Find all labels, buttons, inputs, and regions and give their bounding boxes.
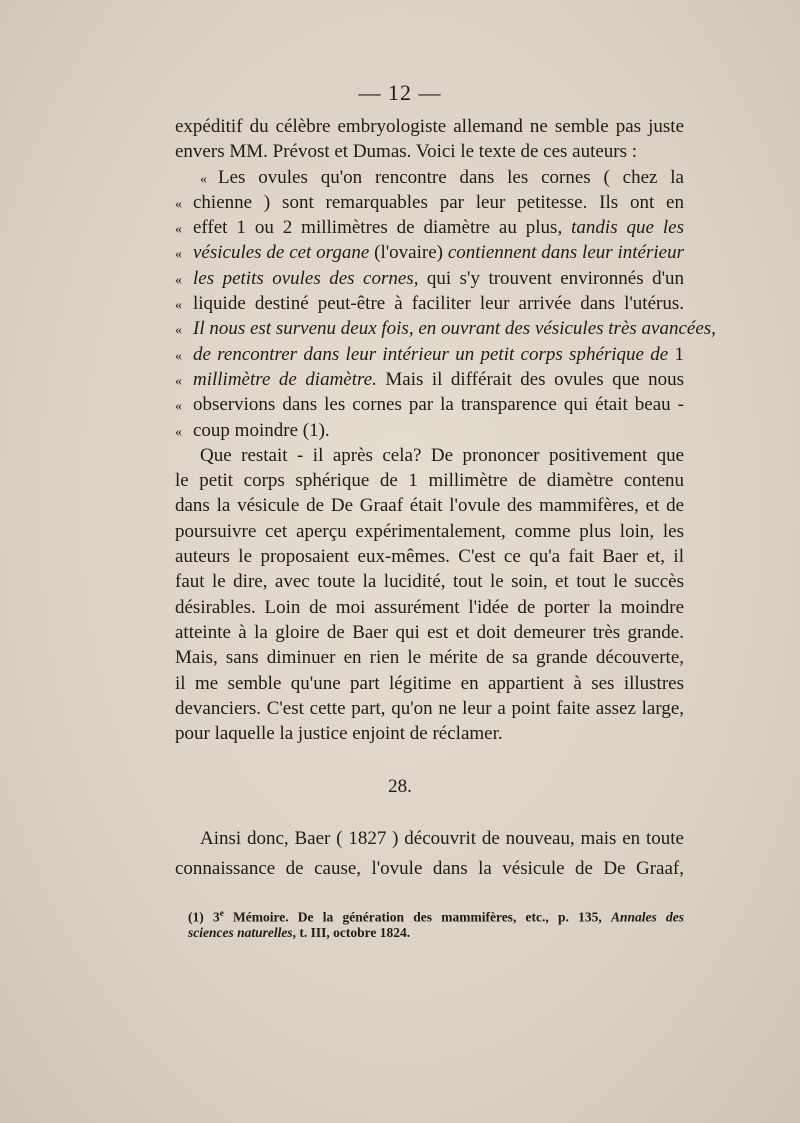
italic-text: sciences naturelles [188, 925, 293, 940]
text-line [188, 904, 684, 923]
text-segment: pour laquelle la justice enjoint de réclamer. [175, 723, 503, 745]
quote-mark: « [200, 171, 207, 187]
text-line [188, 923, 684, 942]
text-line [175, 493, 684, 518]
text-segment: faut le dire, avec toute la lucidité, tout le soin, et tout le succès [175, 571, 684, 593]
text-segment: dans la vésicule de De Graaf était l'ovule des mammifères, et de [175, 495, 684, 517]
text-segment: devanciers. C'est cette part, qu'on ne leur a point faite assez large, [175, 697, 684, 719]
text-line [175, 367, 684, 392]
text-segment: atteinte à la gloire de Baer qui est et doit demeurer très grande. [175, 621, 684, 643]
text-segment: effet 1 ou 2 millimètres de diamètre au plus, [193, 217, 572, 239]
text-line [175, 824, 684, 854]
footnote [188, 904, 684, 942]
text-line [175, 645, 684, 670]
text-segment: Mais, sans diminuer en rien le mérite de sa grande découverte, [175, 647, 684, 669]
text-segment: , qui s'y trouvent environnés d'un [413, 267, 684, 289]
text-line [175, 190, 684, 215]
text-line [175, 139, 684, 164]
quote-mark: « [175, 247, 182, 263]
text-line [175, 291, 684, 316]
text-segment: (1) 3 [188, 909, 220, 925]
text-line [175, 215, 684, 240]
text-segment: expéditif du célèbre embryologiste allemand ne semble pas juste [175, 116, 684, 137]
text-line [175, 114, 684, 139]
text-line [175, 595, 684, 620]
text-segment: auteurs le proposaient eux-mêmes. C'est ce qu'a fait Baer et, il [175, 546, 684, 568]
text-line [175, 468, 684, 493]
text-segment: Mais il différait des ovules que nous [376, 368, 684, 390]
text-line [175, 544, 684, 569]
text-segment: coup moindre (1). [193, 419, 330, 441]
text-segment: Mémoire. De la génération des mammifères, etc., p. 135, [223, 909, 611, 925]
text-segment: (l'ovaire) [374, 242, 448, 264]
text-line [175, 696, 684, 721]
text-segment: chienne ) sont remarquables par leur petitesse. Ils ont en [193, 191, 684, 213]
text-segment: observions dans les cornes par la transparence qui était beau - [193, 394, 684, 416]
text-segment: Les ovules qu'on rencontre dans les cornes ( chez la [218, 166, 684, 188]
quote-mark: « [175, 424, 182, 440]
text-line [175, 620, 684, 645]
text-line [175, 316, 716, 341]
italic-text: tandis que les [571, 217, 684, 239]
quote-mark: « [175, 323, 182, 339]
text-line [175, 266, 684, 291]
text-line [175, 418, 684, 443]
text-line [175, 392, 684, 417]
text-segment: connaissance de cause, l'ovule dans la vésicule de De Graaf, [175, 858, 684, 879]
italic-text: les petits ovules des cornes [193, 267, 414, 289]
main-text [175, 114, 716, 746]
text-line [175, 854, 684, 884]
section-number: 28. [388, 776, 412, 797]
text-segment: liquide destiné peut-être à faciliter leur arrivée dans l'utérus. [193, 293, 684, 315]
text-segment: , t. III, octobre 1824. [292, 925, 411, 940]
text-segment: 1 [674, 343, 684, 365]
page-number: — 12 — [358, 80, 442, 105]
text-segment: envers MM. Prévost et Dumas. Voici le texte de ces auteurs : [175, 141, 638, 163]
text-line [175, 342, 684, 367]
text-line [175, 671, 684, 696]
italic-text: contiennent dans leur intérieur [447, 242, 684, 264]
text-segment: le petit corps sphérique de 1 millimètre de diamètre contenu [175, 470, 684, 492]
quote-mark: « [175, 298, 182, 314]
quote-mark: « [175, 196, 182, 212]
quote-mark: « [175, 373, 182, 389]
text-segment: Ainsi donc, Baer ( 1827 ) découvrit de nouveau, mais en toute [200, 828, 684, 849]
text-line [175, 569, 684, 594]
italic-text: Il nous est survenu deux fois, en ouvrant des vésicules très avancées, [193, 318, 716, 340]
italic-text: millimètre de diamètre. [193, 368, 377, 390]
text-segment: il me semble qu'une part légitime en appartient à ses illustres [175, 672, 684, 694]
text-segment: poursuivre cet aperçu expérimentalement, comme plus loin, les [175, 520, 684, 542]
text-line [175, 443, 684, 468]
quote-mark: « [175, 399, 182, 415]
text-line [175, 165, 684, 190]
text-segment: Que restait - il après cela? De prononcer positivement que [200, 444, 684, 466]
quote-mark: « [175, 348, 182, 364]
italic-text: vésicules de cet organe [193, 242, 375, 264]
quote-mark: « [175, 272, 182, 288]
quote-mark: « [175, 222, 182, 238]
section-text [175, 824, 684, 884]
text-segment: e [219, 908, 224, 918]
text-line [175, 519, 684, 544]
italic-text: Annales des [611, 909, 684, 925]
text-line [175, 721, 684, 746]
italic-text: de rencontrer dans leur intérieur un petit corps sphérique de [193, 343, 675, 365]
text-segment: désirables. Loin de moi assurément l'idée de porter la moindre [175, 596, 684, 618]
text-line [175, 240, 684, 265]
